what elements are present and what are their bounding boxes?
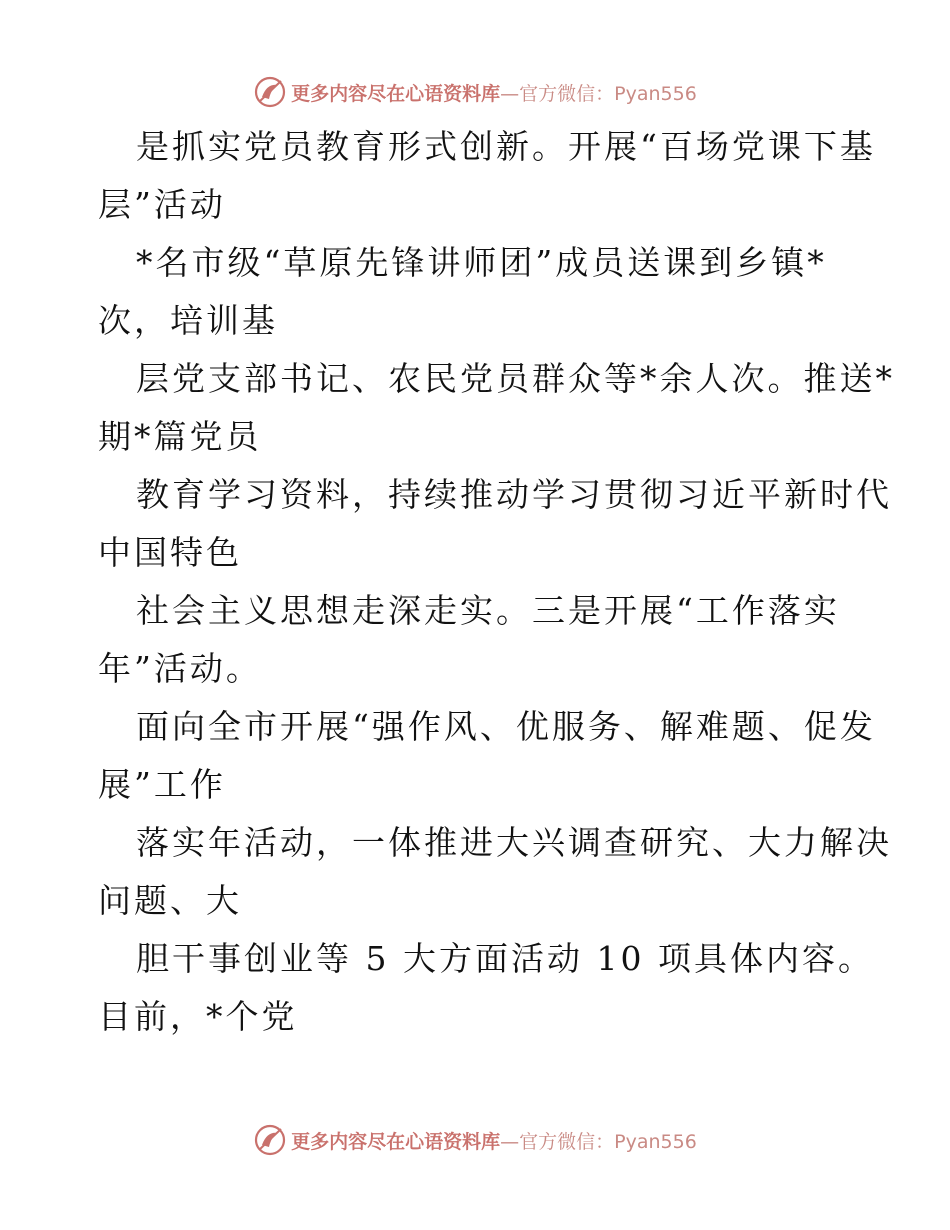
paragraph-3-line-2: 期*篇党员	[98, 417, 262, 456]
paragraph-3-line-1: 层党支部书记、农民党员群众等*余人次。推送*	[136, 359, 895, 398]
paragraph-2-line-2: 次，培训基	[98, 301, 278, 340]
paragraph-4-line-1: 教育学习资料，持续推动学习贯彻习近平新时代	[136, 475, 892, 514]
document-body	[98, 118, 895, 1046]
watermark-dash: —	[500, 82, 520, 105]
watermark-site: 更多内容尽在心语资料库	[291, 82, 501, 105]
paragraph-8-line-2: 目前，*个党	[98, 997, 298, 1036]
watermark-text	[291, 1127, 697, 1154]
footer-watermark	[0, 1120, 950, 1160]
paragraph-6-line-2: 展”工作	[98, 765, 226, 804]
paragraph-6-line-1: 面向全市开展“强作风、优服务、解难题、促发	[136, 707, 876, 746]
paragraph-7-line-2: 问题、大	[98, 881, 242, 920]
paragraph-4-line-2: 中国特色	[98, 533, 242, 572]
paragraph-1-line-1: 是抓实党员教育形式创新。开展“百场党课下基	[136, 127, 876, 166]
watermark-text	[291, 79, 697, 106]
paragraph-1-line-2: 层”活动	[98, 185, 226, 224]
paragraph-2-line-1: *名市级“草原先锋讲师团”成员送课到乡镇*	[136, 243, 827, 282]
paragraph-8-line-1: 胆干事创业等 5 大方面活动 10 项具体内容。	[136, 939, 874, 978]
watermark-dash: —	[500, 1130, 520, 1153]
paragraph-7-line-1: 落实年活动，一体推进大兴调查研究、大力解决	[136, 823, 892, 862]
header-watermark	[0, 72, 950, 112]
paragraph-5-line-1: 社会主义思想走深走实。三是开展“工作落实	[136, 591, 840, 630]
watermark-site: 更多内容尽在心语资料库	[291, 1130, 501, 1153]
logo-icon	[253, 1123, 287, 1157]
watermark-official: 官方微信：Pyan556	[519, 1130, 697, 1153]
paragraph-5-line-2: 年”活动。	[98, 649, 262, 688]
watermark-official: 官方微信：Pyan556	[519, 82, 697, 105]
logo-icon	[253, 75, 287, 109]
